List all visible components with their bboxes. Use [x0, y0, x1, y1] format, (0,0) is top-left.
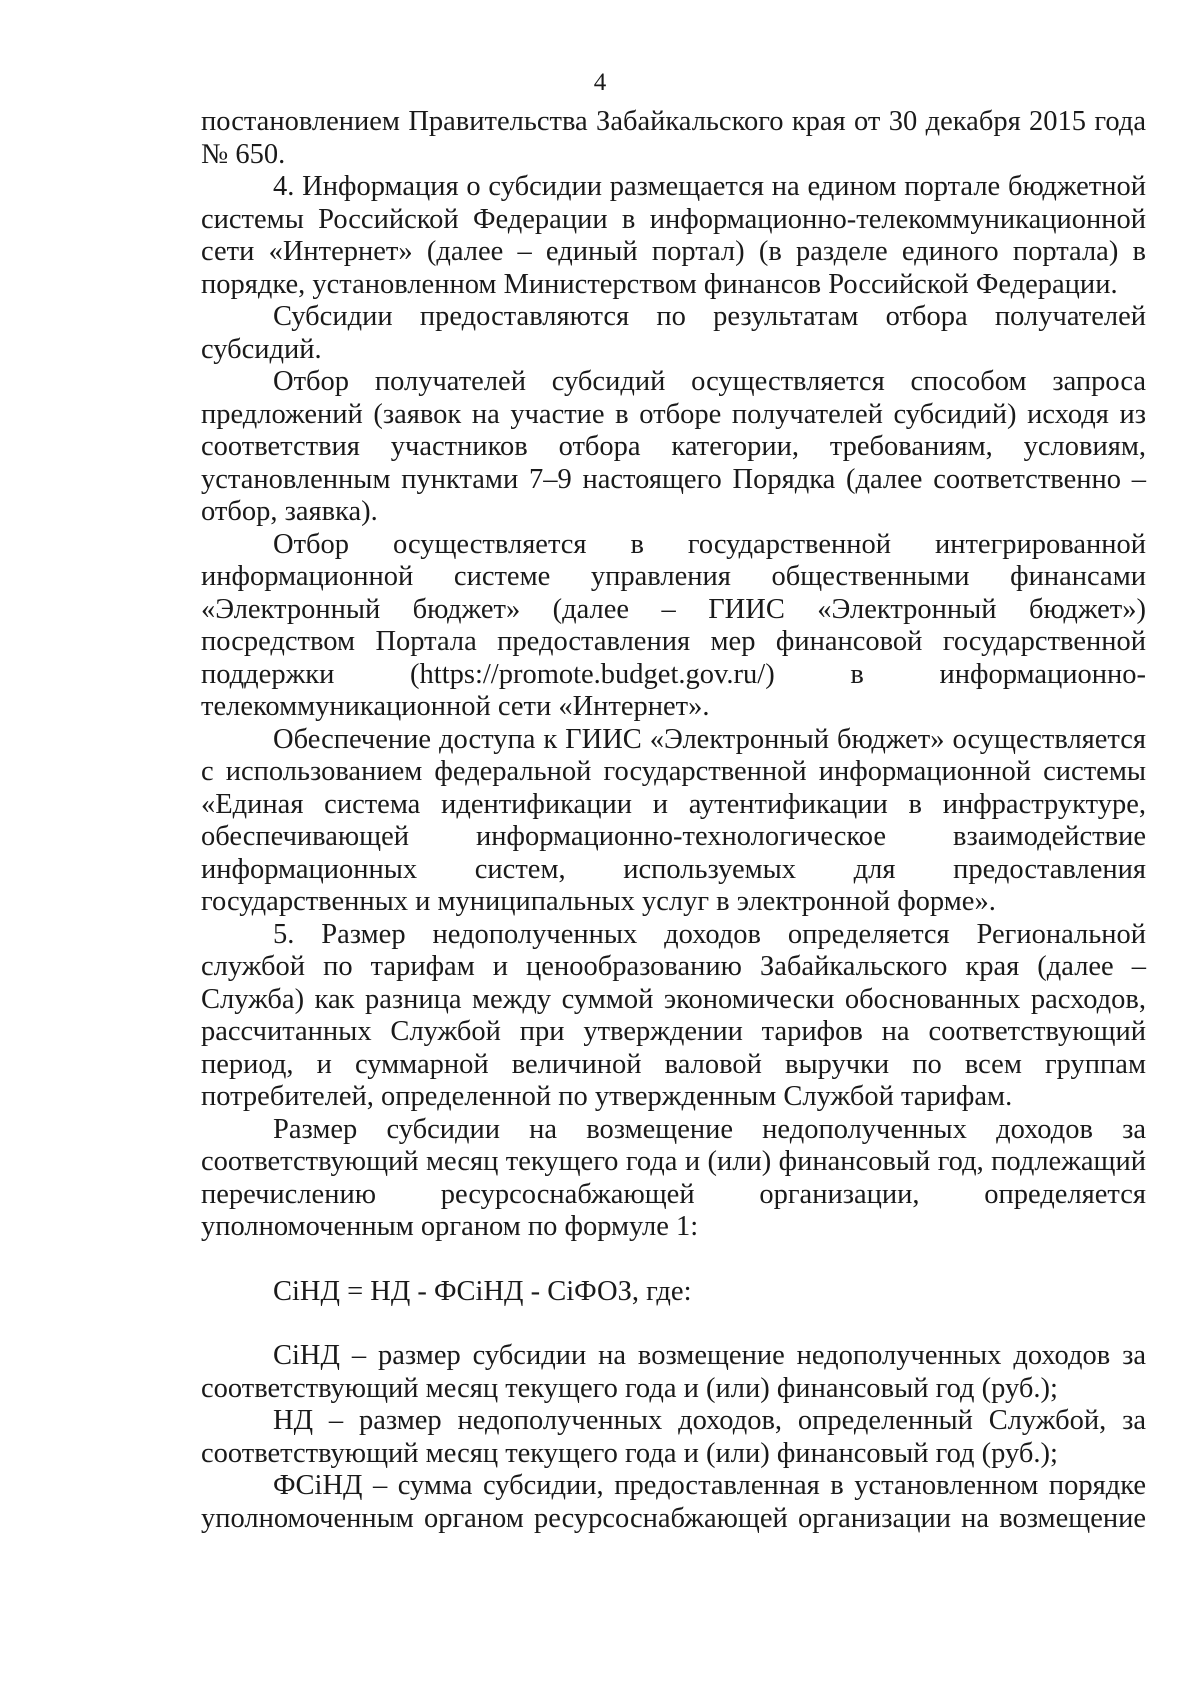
page-number: 4	[593, 69, 607, 96]
paragraph-selection-method: Отбор получателей субсидий осуществляется способом запроса предложений (заявок на участие в отборе получателей субсидий) исходя из соответствия участников отбора категории, требованиям, условиям, установленным пунктами 7–9 настоящего Порядка (далее соответственно – отбор, заявка).	[201, 366, 1146, 527]
paragraph-selection-system: Отбор осуществляется в государственной интегрированной информационной системе управления общественными финансами «Электронный бюджет» (далее – ГИИС «Электронный бюджет») посредством Портала предоставления мер финансовой государственной поддержки (https://promote.budget.gov.ru/) в информационно-телекоммуникационной сети «Интернет».	[201, 528, 1146, 722]
paragraph-access: Обеспечение доступа к ГИИС «Электронный бюджет» осуществляется с использованием федеральной государственной информационной системы «Единая система идентификации и аутентификации в инфраструктуре, обеспечивающей информационно-технологическое взаимодействие информационных систем, используемых для предоставления государственных и муниципальных услуг в электронной форме».	[201, 723, 1146, 917]
definition-sind: СiНД – размер субсидии на возмещение недополученных доходов за соответствующий месяц текущего года и (или) финансовый год (руб.);	[201, 1340, 1146, 1404]
document-body	[201, 106, 1146, 1535]
paragraph-item-5: 5. Размер недополученных доходов определяется Региональной службой по тарифам и ценообразованию Забайкальского края (далее – Служба) как разница между суммой экономически обоснованных расходов, рассчитанных Службой при утверждении тарифов на соответствующий период, и суммарной величиной валовой выручки по всем группам потребителей, определенной по утвержденным Службой тарифам.	[201, 918, 1146, 1112]
formula-1: СiНД = НД - ФСiНД - СiФОЗ, где:	[273, 1275, 692, 1307]
paragraph-subsidy-size: Размер субсидии на возмещение недополученных доходов за соответствующий месяц текущего года и (или) финансовый год, подлежащий перечислению ресурсоснабжающей организации, определяется уполномоченным органом по формуле 1:	[201, 1113, 1146, 1242]
definition-fsind: ФСiНД – сумма субсидии, предоставленная в установленном порядке уполномоченным органом ресурсоснабжающей организации на возмещение	[201, 1470, 1146, 1534]
paragraph-item-4: 4. Информация о субсидии размещается на едином портале бюджетной системы Российской Федерации в информационно-телекоммуникационной сети «Интернет» (далее – единый портал) (в разделе единого портала) в порядке, установленном Министерством финансов Российской Федерации.	[201, 171, 1146, 300]
paragraph-subsidies-selection: Субсидии предоставляются по результатам отбора получателей субсидий.	[201, 301, 1146, 365]
paragraph-continuation: постановлением Правительства Забайкальского края от 30 декабря 2015 года № 650.	[201, 106, 1146, 170]
definition-nd: НД – размер недополученных доходов, определенный Службой, за соответствующий месяц текущего года и (или) финансовый год (руб.);	[201, 1405, 1146, 1469]
